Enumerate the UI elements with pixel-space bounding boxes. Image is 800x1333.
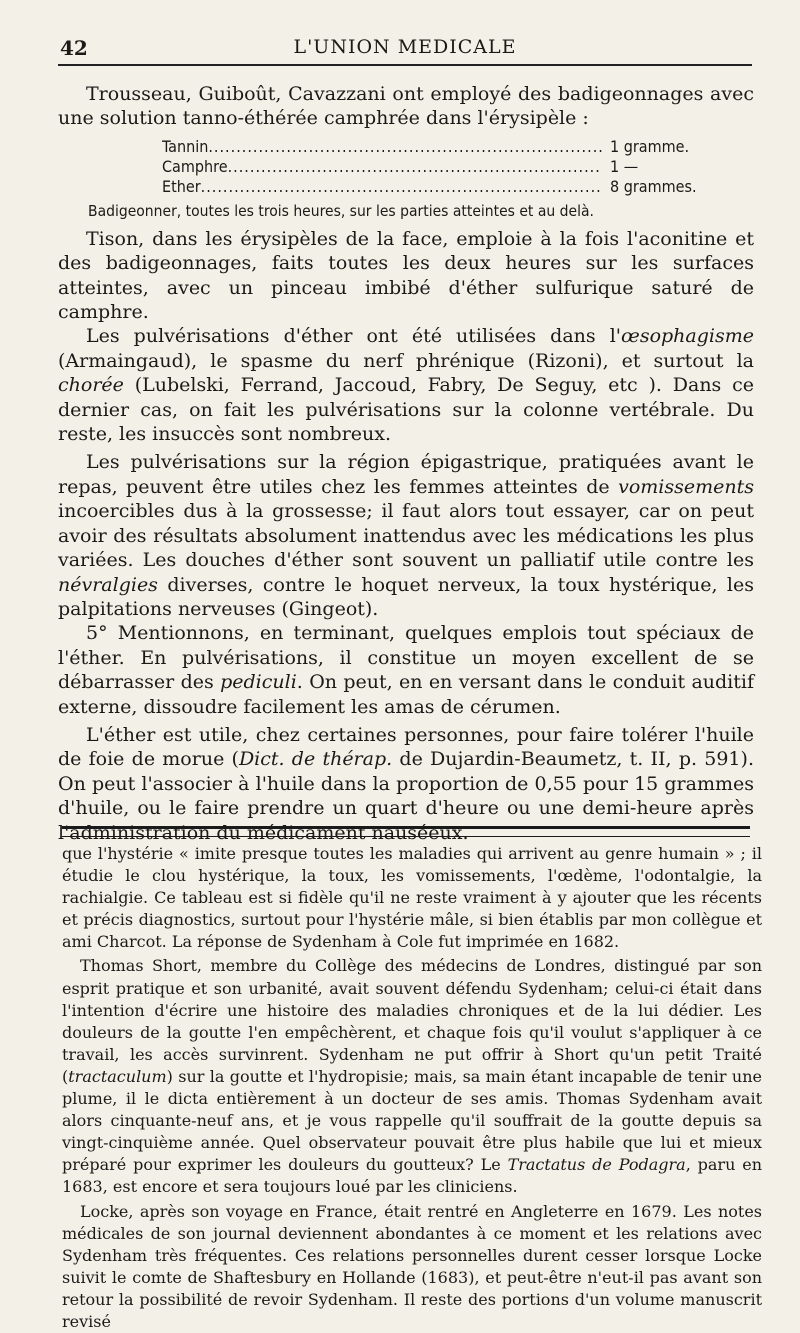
- italic-title: Tractatus de Podagra: [508, 1155, 686, 1174]
- italic-term: pediculi: [220, 671, 297, 693]
- paragraph-mentionnons: 5° Mentionnons, en terminant, quelques emplois tout spéciaux de l'éther. En pulvérisations, il constitue un moyen excellent de se débarrasser des pediculi. On peut, en en versant dans le conduit auditif externe, dissoudre facilement les amas de cérumen.: [58, 621, 754, 719]
- footnote-separator: [62, 826, 750, 837]
- page-number: 42: [60, 36, 88, 60]
- running-title: L'UNION MEDICALE: [60, 36, 750, 58]
- paragraph-badigeonnages: Trousseau, Guiboût, Cavazzani ont employé des badigeonnages avec une solution tanno-éthérée camphrée dans l'érysipèle :: [58, 82, 754, 131]
- recipe-list: [162, 137, 714, 197]
- italic-reference: Dict. de thérap.: [239, 748, 392, 770]
- recipe-row: [162, 137, 714, 157]
- italic-term: chorée: [58, 374, 124, 396]
- footnote-hysterie: que l'hystérie « imite presque toutes les maladies qui arrivent au genre humain » ; il étudie le clou hystérique, la toux, les vomissements, l'œdème, l'odontalgie, la rachialgie. Ce tableau est si fidèle qu'il ne reste vraiment à y ajouter que les récents et précis diagnostics, surtout pour l'hystérie mâle, si bien établis par mon collègue et ami Charcot. La réponse de Sydenham à Cole fut imprimée en 1682.: [62, 843, 762, 953]
- italic-term: névralgies: [58, 574, 158, 596]
- recipe-instruction: Badigeonner, toutes les trois heures, sur les parties atteintes et au delà.: [88, 201, 754, 221]
- recipe-ingredient: Camphre: [162, 157, 228, 177]
- footnote-locke: Locke, après son voyage en France, était rentré en Angleterre en 1679. Les notes médicales de son journal deviennent abondantes à ce moment et les relations avec Sydenham très fréquentes. Ces relations personnelles durent cesser lorsque Locke suivit le comte de Shaftesbury en Hollande (1683), et peut-être n'eut-il pas avant son retour la possibilité de revoir Sydenham. Il reste des portions d'un volume manuscrit revisé: [62, 1201, 762, 1333]
- footnote-thomas-short: Thomas Short, membre du Collège des médecins de Londres, distingué par son esprit pratique et son urbanité, avait souvent défendu Sydenham; celui-ci était dans l'intention d'écrire une histoire des maladies chroniques et de la lui dédier. Les douleurs de la goutte l'en empêchèrent, et chaque fois qu'il voulut s'appliquer à ce travail, les accès survinrent. Sydenham ne put offrir à Short qu'un petit Traité (tractaculum) sur la goutte et l'hydropisie; mais, sa main étant incapable de tenir une plume, il le dicta entièrement à un docteur de ses amis. Thomas Sydenham avait alors cinquante-neuf ans, et je vous rappelle qu'il souffrait de la goutte depuis sa vingt-cinquième année. Quel observateur pouvait être plus habile que lui et mieux préparé pour exprimer les douleurs du goutteux? Le Tractatus de Podagra, paru en 1683, est encore et sera toujours loué par les cliniciens.: [62, 955, 762, 1198]
- italic-term: œsophagisme: [621, 325, 754, 347]
- paragraph-huile-de-foie: L'éther est utile, chez certaines personnes, pour faire tolérer l'huile de foie de morue (Dict. de thérap. de Dujardin-Beaumetz, t. II, p. 591). On peut l'associer à l'huile dans la proportion de 0,55 pour 15 grammes d'huile, ou le faire prendre un quart d'heure ou une demi-heure après l'administration du médicament nauséeux.: [58, 723, 754, 845]
- paragraph-epigastrique: Les pulvérisations sur la région épigastrique, pratiquées avant le repas, peuvent être utiles chez les femmes atteintes de vomissements incoercibles dus à la grossesse; il faut alors tout essayer, car on peut avoir des résultats absolument inattendus avec les médications les plus variées. Les douches d'éther sont souvent un palliatif utile contre les névralgies diverses, contre le hoquet nerveux, la toux hystérique, les palpitations nerveuses (Gingeot).: [58, 450, 754, 621]
- recipe-quantity: 8 grammes.: [602, 177, 714, 197]
- footnotes: [62, 843, 762, 1333]
- recipe-quantity: 1 gramme.: [602, 137, 714, 157]
- recipe-row: [162, 177, 714, 197]
- leader-dots: [228, 157, 602, 177]
- leader-dots: [201, 177, 602, 197]
- main-text: [58, 82, 754, 845]
- recipe-quantity: 1 —: [602, 157, 714, 177]
- leader-dots: [208, 137, 602, 157]
- italic-term: tractaculum: [68, 1067, 166, 1086]
- recipe-ingredient: Ether: [162, 177, 201, 197]
- header-rule: [58, 64, 752, 66]
- recipe-row: [162, 157, 714, 177]
- page-header: [60, 36, 750, 60]
- paragraph-tison: Tison, dans les érysipèles de la face, emploie à la fois l'aconitine et des badigeonnages, faits toutes les deux heures sur les surfaces atteintes, avec un pinceau imbibé d'éther sulfurique saturé de camphre.: [58, 227, 754, 325]
- italic-term: vomissements: [618, 476, 754, 498]
- paragraph-pulverisations: Les pulvérisations d'éther ont été utilisées dans l'œsophagisme (Armaingaud), le spasme du nerf phrénique (Rizoni), et surtout la chorée (Lubelski, Ferrand, Jaccoud, Fabry, De Seguy, etc ). Dans ce dernier cas, on fait les pulvérisations sur la colonne vertébrale. Du reste, les insuccès sont nombreux.: [58, 324, 754, 446]
- recipe-ingredient: Tannin: [162, 137, 208, 157]
